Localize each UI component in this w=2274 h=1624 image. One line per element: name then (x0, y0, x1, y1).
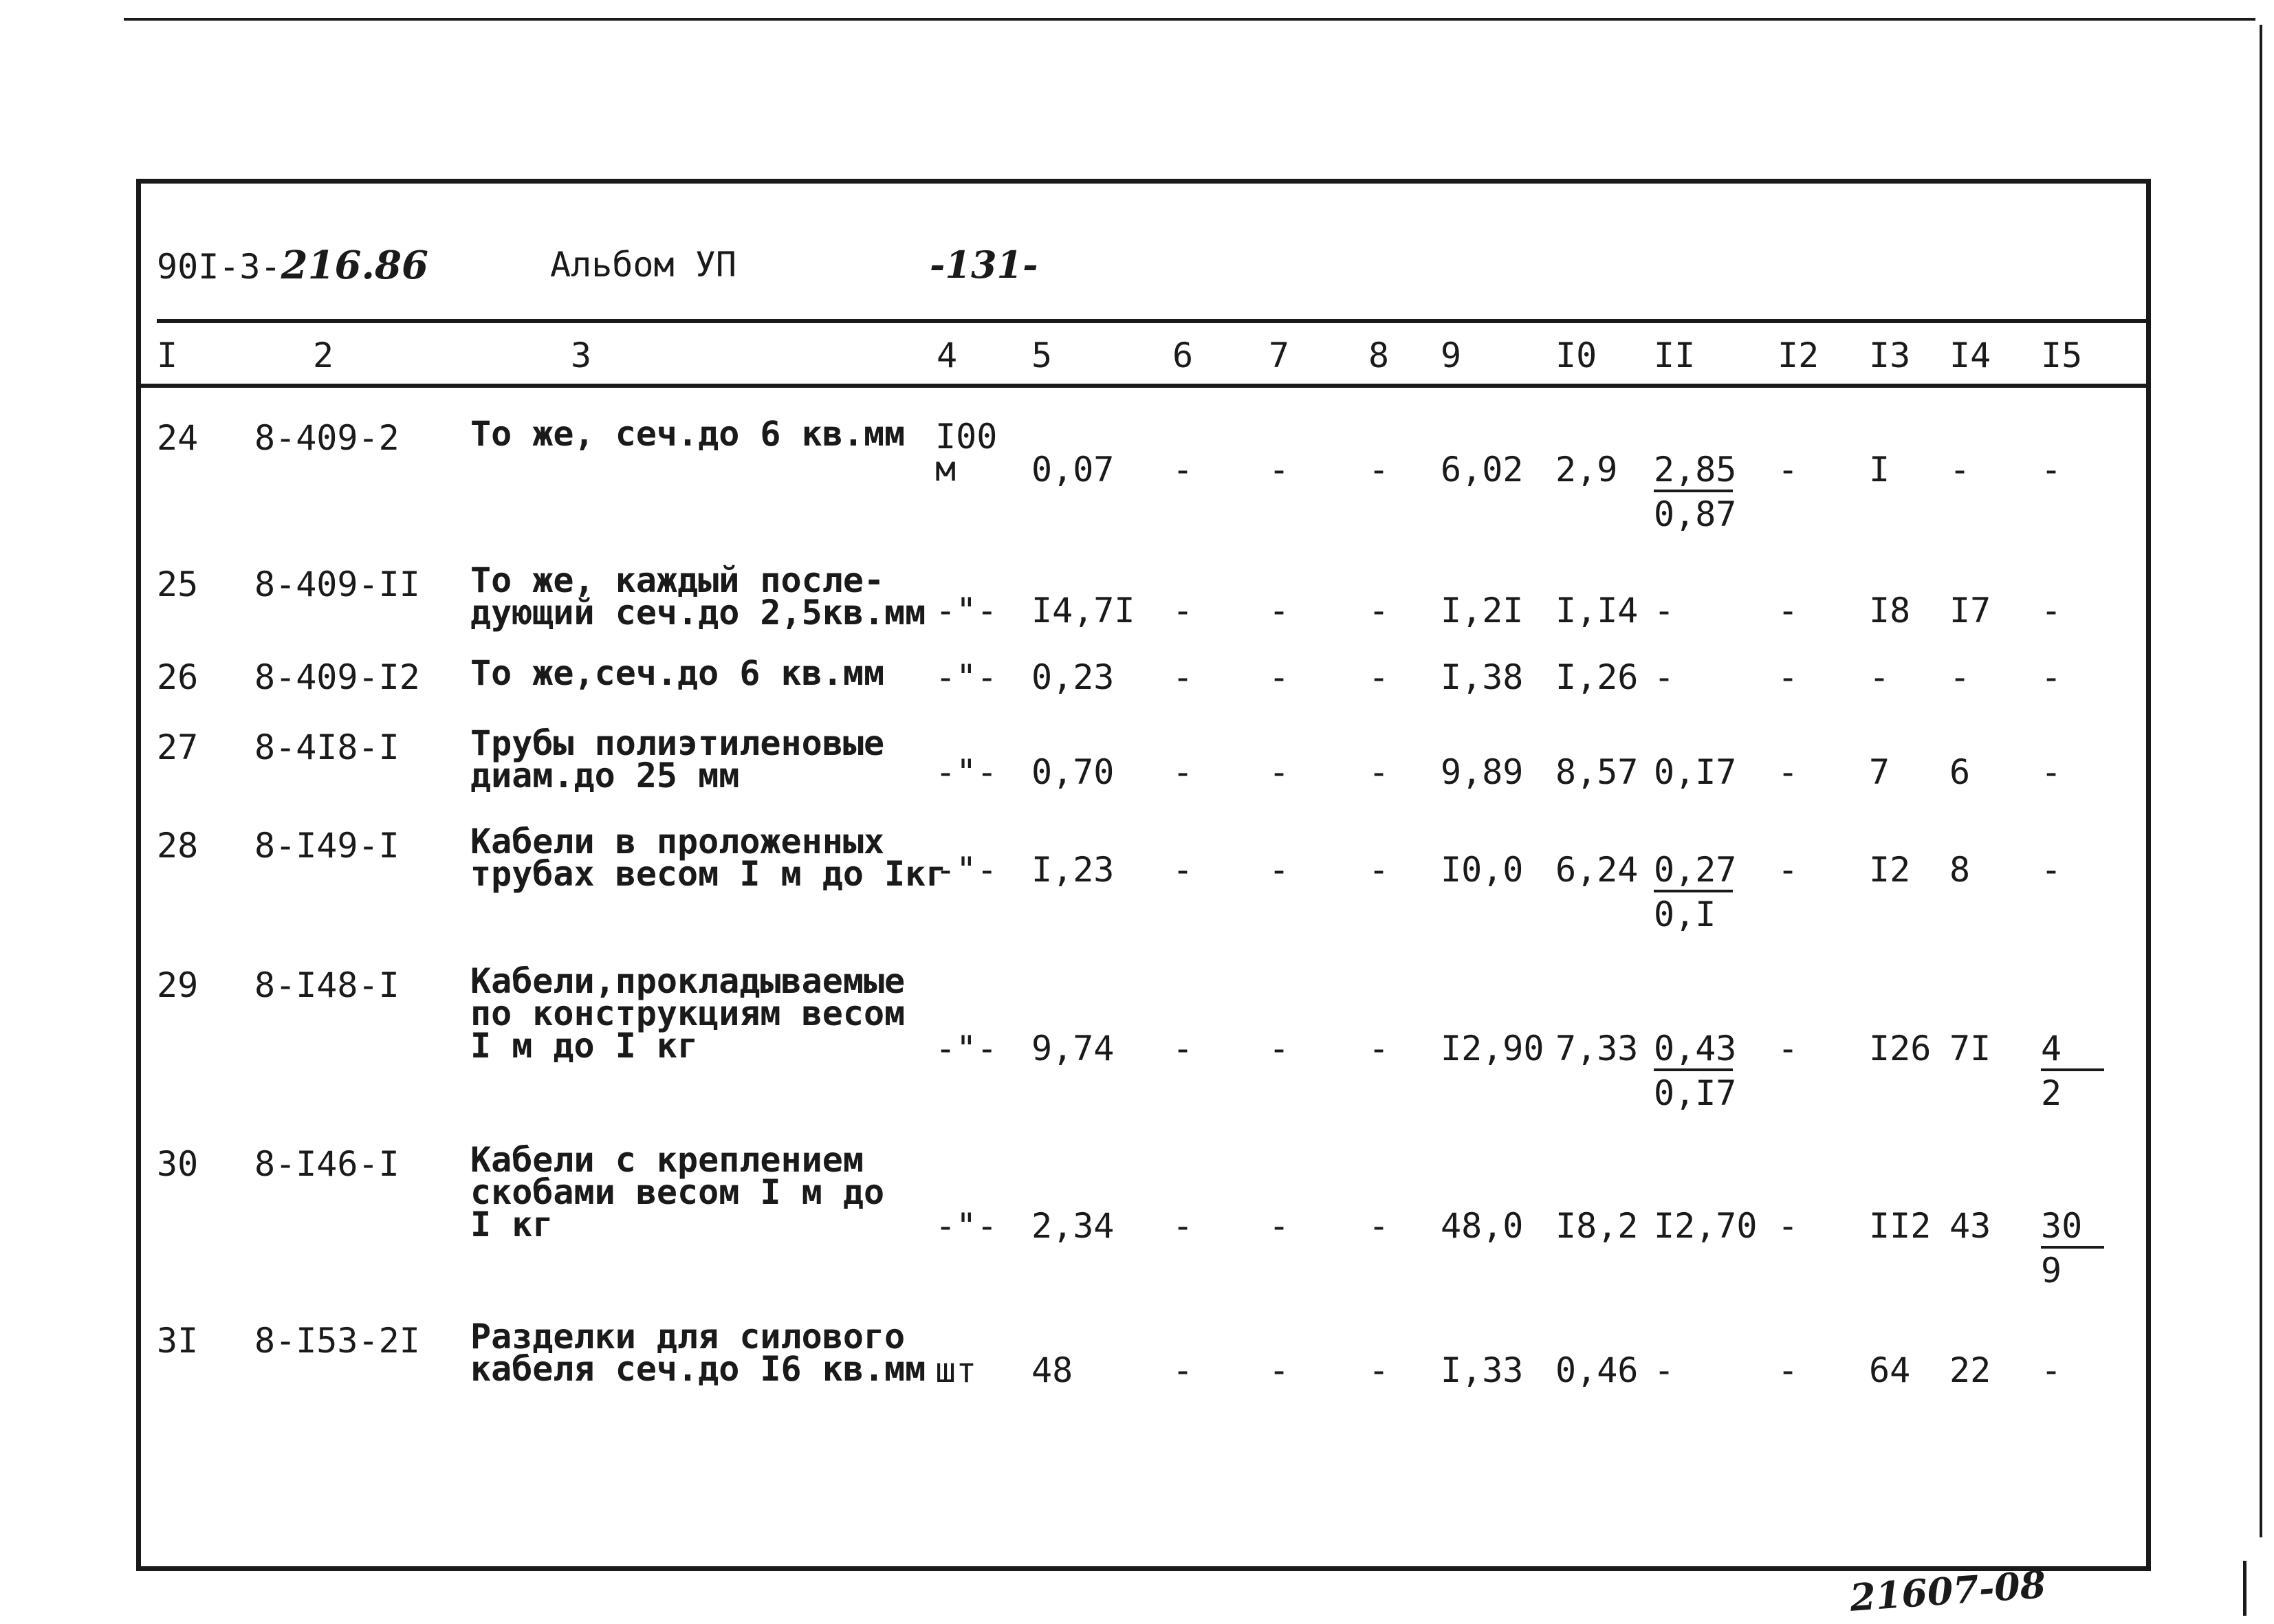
work-description: То же, сеч.до 6 кв.мм (470, 414, 906, 454)
work-description: Трубы полиэтиленовые диам.до 25 мм (470, 723, 885, 795)
value-c10: 2,9 (1555, 450, 1618, 490)
column-header: II (1654, 336, 1696, 375)
unit-cell: I00 м (935, 417, 998, 489)
value-c5: 9,74 (1031, 1029, 1115, 1068)
column-header: 6 (1172, 336, 1194, 375)
value-c11: - (1654, 657, 1675, 697)
value-c10: 8,57 (1555, 752, 1639, 792)
value-c11-numerator: 2,85 (1654, 450, 1737, 490)
unit-cell: шт (935, 1350, 977, 1390)
value-c13: - (1869, 657, 1890, 697)
value-c15-numerator: 30 (2041, 1206, 2083, 1246)
value-c7: - (1269, 591, 1290, 630)
value-c7: - (1269, 1350, 1290, 1390)
value-c5: 0,23 (1031, 657, 1115, 697)
value-c11: 0,I7 (1654, 752, 1737, 792)
value-c8: - (1368, 450, 1390, 490)
value-c14: 8 (1949, 850, 1971, 890)
value-c10: I,I4 (1555, 591, 1639, 630)
column-header: 7 (1269, 336, 1290, 375)
value-c10: I,26 (1555, 657, 1639, 697)
value-c6: - (1172, 450, 1194, 490)
value-c12: - (1778, 450, 1799, 490)
column-header: I5 (2041, 336, 2083, 375)
value-c14: 7I (1949, 1029, 1991, 1068)
stamp-number: 21607-08 (1848, 1562, 2048, 1620)
value-c11-denominator: 0,I7 (1654, 1073, 1737, 1113)
column-header: I3 (1869, 336, 1911, 375)
value-c14: 22 (1949, 1350, 1991, 1390)
row-number: 24 (157, 418, 199, 458)
right-page-rule (2260, 25, 2262, 1537)
value-c11-numerator: 0,43 (1654, 1029, 1737, 1068)
document-number (157, 243, 428, 288)
value-c6: - (1172, 591, 1194, 630)
fraction-bar (1654, 490, 1733, 492)
value-c10: I8,2 (1555, 1206, 1639, 1246)
value-c8: - (1368, 1350, 1390, 1390)
unit-cell: -"- (935, 1206, 998, 1246)
column-header: I0 (1555, 336, 1597, 375)
column-header: 4 (937, 336, 958, 375)
value-c6: - (1172, 850, 1194, 890)
value-c12: - (1778, 591, 1799, 630)
top-page-rule (124, 18, 2255, 21)
page-number: -131- (930, 243, 1038, 287)
value-c15-denominator: 2 (2041, 1073, 2062, 1113)
value-c5: 0,07 (1031, 450, 1115, 490)
column-header: I (157, 336, 178, 375)
doc-prefix: 90I-3- (157, 247, 281, 287)
value-c8: - (1368, 1029, 1390, 1068)
fraction-bar (2041, 1246, 2104, 1249)
value-c15: - (2041, 450, 2062, 490)
value-c14: 6 (1949, 752, 1971, 792)
work-description: Разделки для силового кабеля сеч.до I6 кв.мм (470, 1317, 926, 1389)
value-c6: - (1172, 657, 1194, 697)
value-c9: I0,0 (1441, 850, 1524, 890)
value-c15: - (2041, 1350, 2062, 1390)
resource-code: 8-I53-2I (254, 1321, 420, 1361)
column-header: 9 (1441, 336, 1462, 375)
resource-code: 8-4I8-I (254, 727, 400, 767)
header-bottom-rule (141, 384, 2151, 388)
value-c11: I2,70 (1654, 1206, 1758, 1246)
value-c6: - (1172, 1029, 1194, 1068)
value-c13: I2 (1869, 850, 1911, 890)
column-header: 8 (1368, 336, 1390, 375)
value-c14: I7 (1949, 591, 1991, 630)
row-number: 25 (157, 564, 199, 604)
value-c15: - (2041, 752, 2062, 792)
value-c15: - (2041, 591, 2062, 630)
resource-code: 8-I49-I (254, 826, 400, 866)
column-header: 2 (313, 336, 334, 375)
value-c8: - (1368, 850, 1390, 890)
value-c9: 6,02 (1441, 450, 1524, 490)
value-c12: - (1778, 1029, 1799, 1068)
header-top-rule (157, 319, 2151, 323)
value-c7: - (1269, 657, 1290, 697)
value-c11-denominator: 0,I (1654, 895, 1716, 934)
work-description: Кабели в проложенных трубах весом I м до Iкг (470, 822, 947, 894)
value-c13: 7 (1869, 752, 1890, 792)
fraction-bar (2041, 1068, 2104, 1071)
value-c7: - (1269, 850, 1290, 890)
value-c12: - (1778, 657, 1799, 697)
work-description: Кабели с креплением скобами весом I м до I кг (470, 1140, 885, 1244)
value-c7: - (1269, 1206, 1290, 1246)
value-c5: 48 (1031, 1350, 1073, 1390)
work-description: То же, каждый после- дующий сеч.до 2,5кв.мм (470, 560, 926, 633)
value-c9: I,38 (1441, 657, 1524, 697)
value-c13: I8 (1869, 591, 1911, 630)
value-c9: 9,89 (1441, 752, 1524, 792)
value-c6: - (1172, 752, 1194, 792)
album-label: Альбом УП (550, 245, 736, 285)
resource-code: 8-I46-I (254, 1144, 400, 1184)
fraction-bar (1654, 890, 1733, 892)
value-c5: I4,7I (1031, 591, 1135, 630)
row-number: 28 (157, 826, 199, 866)
value-c5: I,23 (1031, 850, 1115, 890)
value-c12: - (1778, 850, 1799, 890)
value-c8: - (1368, 752, 1390, 792)
value-c10: 6,24 (1555, 850, 1639, 890)
fraction-bar (1654, 1068, 1733, 1071)
row-number: 26 (157, 657, 199, 697)
doc-number-handwritten: 216.86 (281, 243, 428, 288)
value-c11: - (1654, 591, 1675, 630)
value-c6: - (1172, 1206, 1194, 1246)
value-c14: - (1949, 450, 1971, 490)
column-header: 3 (571, 336, 592, 375)
unit-cell: -"- (935, 752, 998, 792)
value-c8: - (1368, 1206, 1390, 1246)
value-c14: 43 (1949, 1206, 1991, 1246)
value-c13: II2 (1869, 1206, 1932, 1246)
value-c13: I (1869, 450, 1890, 490)
unit-cell: -"- (935, 657, 998, 697)
value-c14: - (1949, 657, 1971, 697)
resource-code: 8-409-I2 (254, 657, 420, 697)
value-c7: - (1269, 1029, 1290, 1068)
value-c12: - (1778, 1350, 1799, 1390)
value-c9: I,2I (1441, 591, 1524, 630)
row-number: 3I (157, 1321, 199, 1361)
value-c12: - (1778, 1206, 1799, 1246)
value-c13: I26 (1869, 1029, 1932, 1068)
value-c10: 7,33 (1555, 1029, 1639, 1068)
column-header: 5 (1031, 336, 1053, 375)
value-c5: 0,70 (1031, 752, 1115, 792)
value-c15-numerator: 4 (2041, 1029, 2062, 1068)
value-c9: 48,0 (1441, 1206, 1524, 1246)
resource-code: 8-409-2 (254, 418, 400, 458)
value-c8: - (1368, 657, 1390, 697)
right-edge-mark (2243, 1561, 2246, 1616)
work-description: Кабели,прокладываемые по конструкциям весом I м до I кг (470, 961, 906, 1066)
value-c8: - (1368, 591, 1390, 630)
value-c7: - (1269, 752, 1290, 792)
row-number: 30 (157, 1144, 199, 1184)
value-c11-numerator: 0,27 (1654, 850, 1737, 890)
value-c11-denominator: 0,87 (1654, 494, 1737, 534)
value-c12: - (1778, 752, 1799, 792)
column-header: I4 (1949, 336, 1991, 375)
value-c9: I,33 (1441, 1350, 1524, 1390)
value-c7: - (1269, 450, 1290, 490)
value-c13: 64 (1869, 1350, 1911, 1390)
value-c5: 2,34 (1031, 1206, 1115, 1246)
unit-cell: -"- (935, 850, 998, 890)
value-c6: - (1172, 1350, 1194, 1390)
row-number: 29 (157, 965, 199, 1005)
value-c9: I2,90 (1441, 1029, 1544, 1068)
row-number: 27 (157, 727, 199, 767)
column-header: I2 (1778, 336, 1819, 375)
value-c15: - (2041, 850, 2062, 890)
resource-code: 8-I48-I (254, 965, 400, 1005)
unit-cell: -"- (935, 591, 998, 630)
work-description: То же,сеч.до 6 кв.мм (470, 653, 885, 693)
value-c10: 0,46 (1555, 1350, 1639, 1390)
value-c15-denominator: 9 (2041, 1251, 2062, 1291)
unit-cell: -"- (935, 1029, 998, 1068)
resource-code: 8-409-II (254, 564, 420, 604)
value-c11: - (1654, 1350, 1675, 1390)
value-c15: - (2041, 657, 2062, 697)
